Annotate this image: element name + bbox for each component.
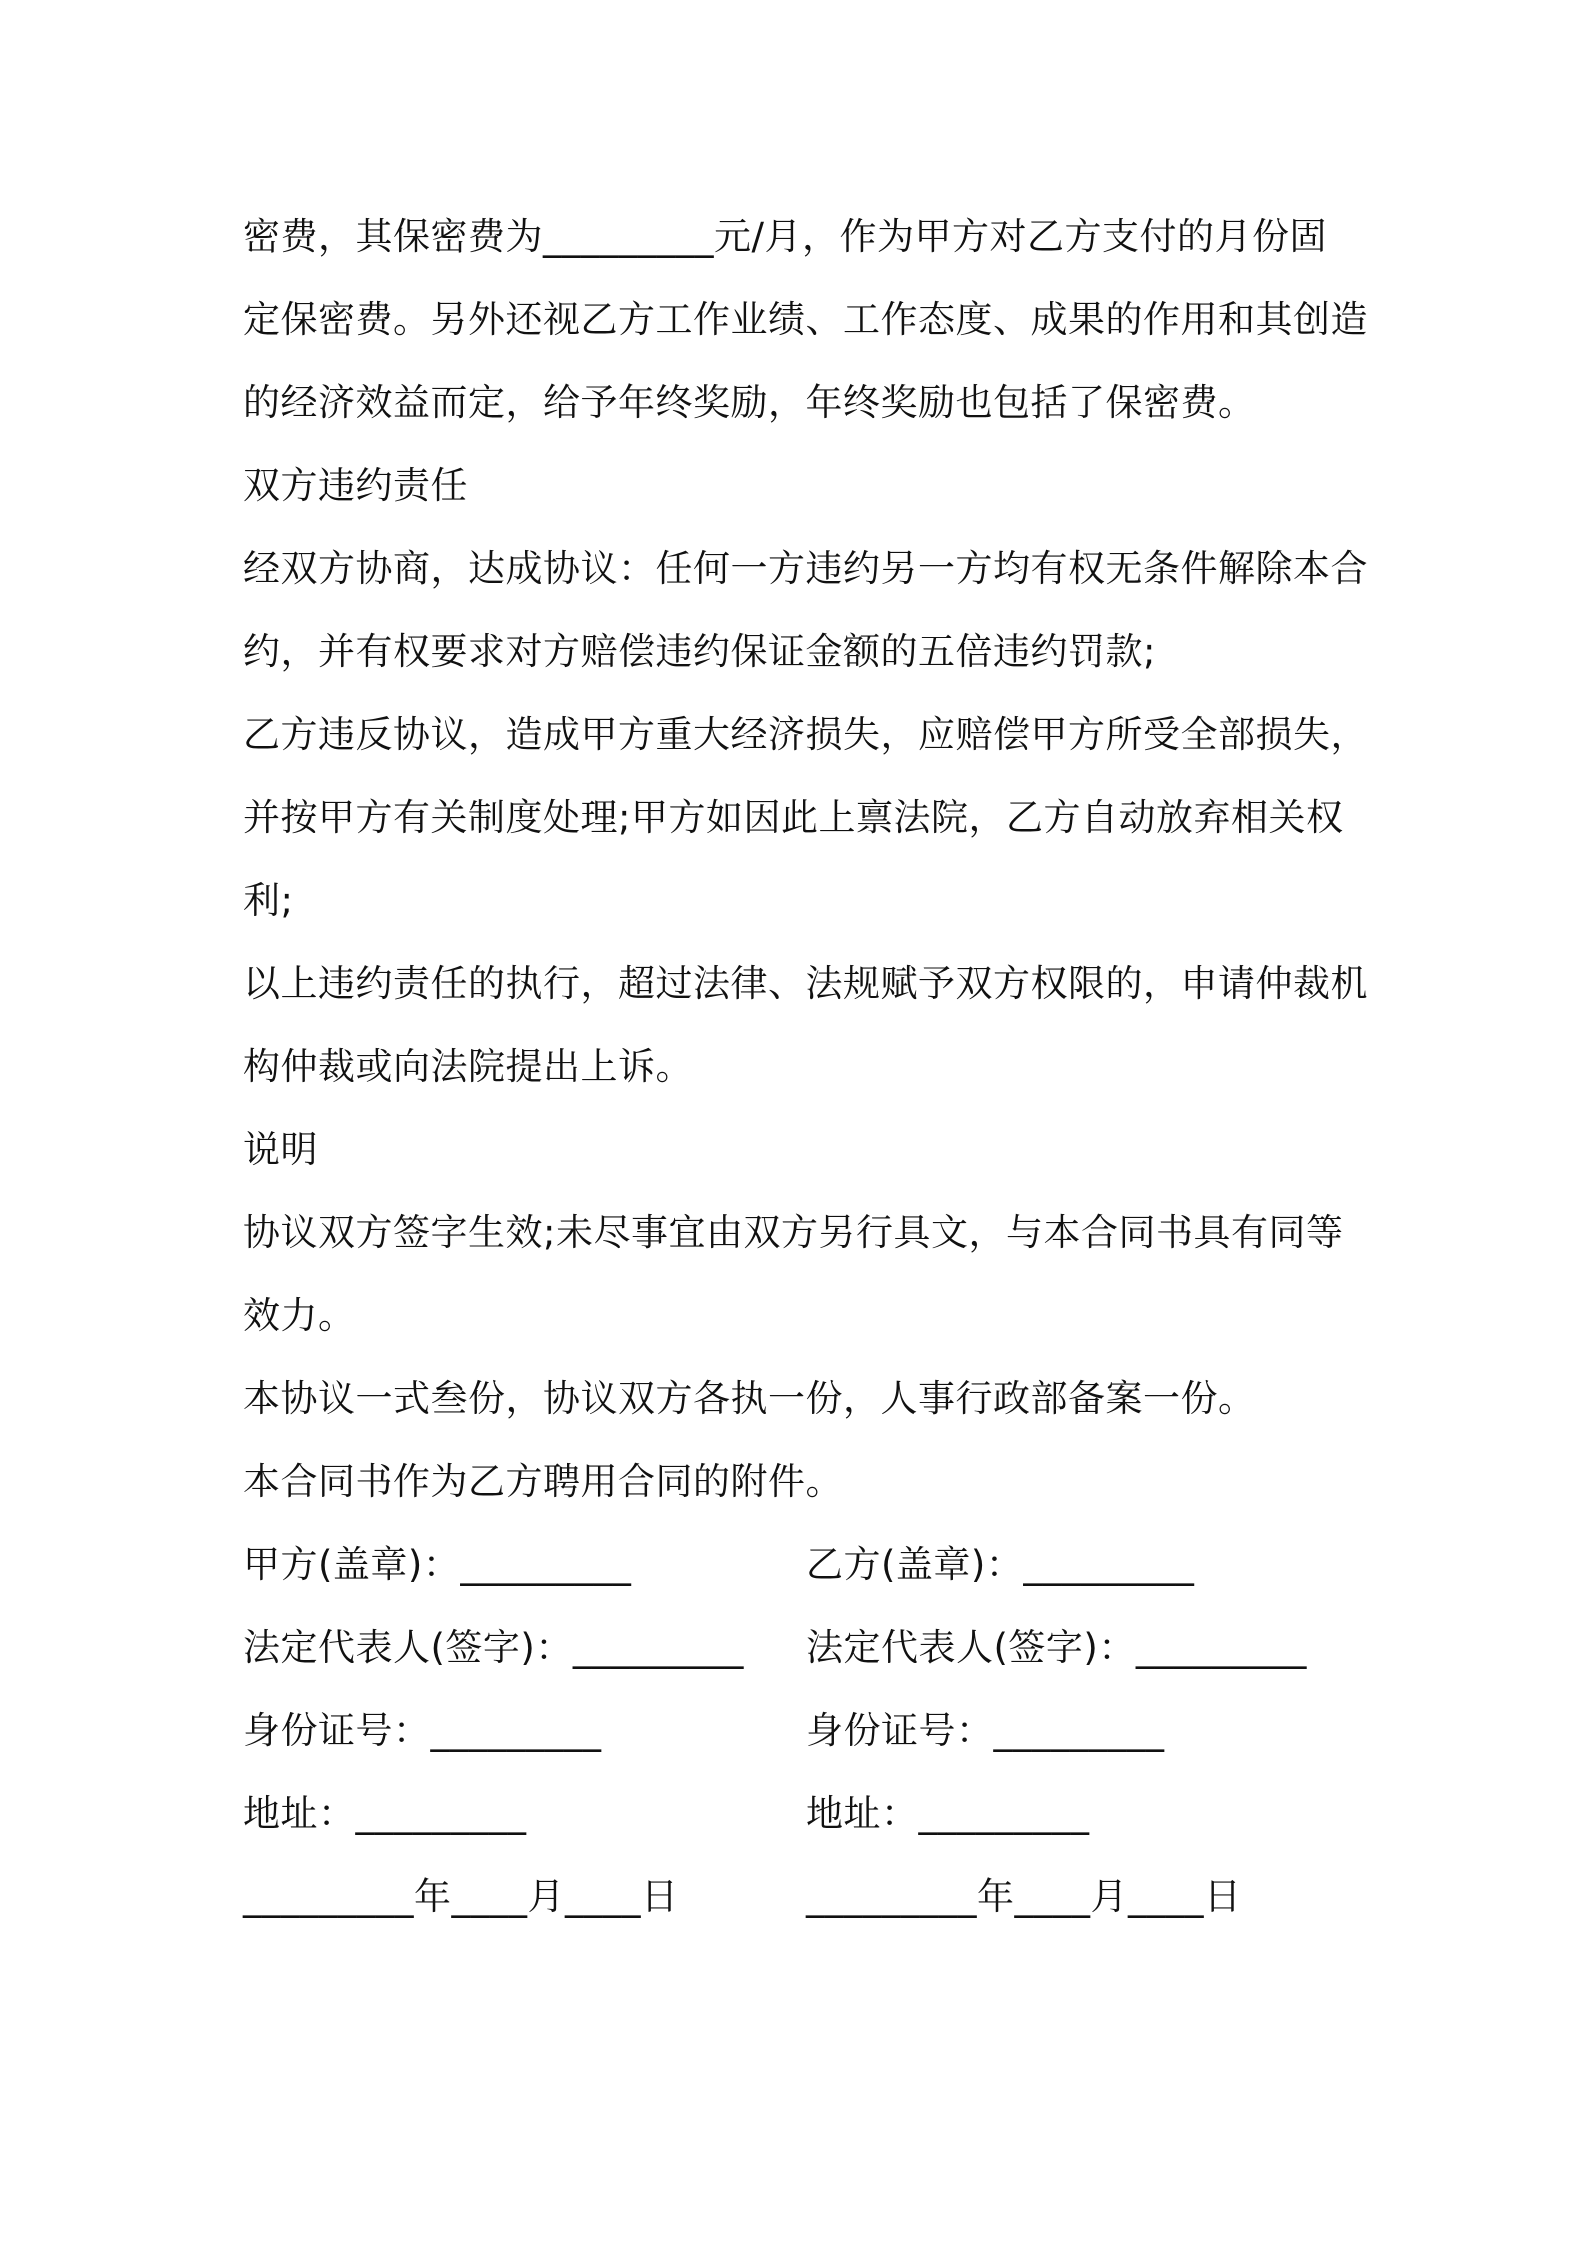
text-line: 效力。 [243, 1294, 356, 1337]
party-a-representative: 法定代表人(签字)：_________ [243, 1626, 744, 1669]
signature-row-address [243, 1772, 1363, 1855]
text-line: 构仲裁或向法院提出上诉。 [243, 1045, 693, 1088]
text-line: 约，并有权要求对方赔偿违约保证金额的五倍违约罚款; [243, 630, 1156, 673]
paragraph-confidentiality-fee [243, 195, 1368, 444]
paragraph-attachment [243, 1440, 1363, 1523]
paragraph-copies [243, 1357, 1363, 1440]
signature-row-seal [243, 1523, 1363, 1606]
paragraph-agreement [243, 527, 1368, 693]
text-line: 定保密费。另外还视乙方工作业绩、工作态度、成果的作用和其创造 [243, 298, 1368, 341]
signature-block [243, 1523, 1363, 1938]
party-b-address: 地址：_________ [806, 1792, 1090, 1835]
text-line: 协议双方签字生效;未尽事宜由双方另行具文，与本合同书具有同等 [243, 1211, 1344, 1254]
heading-text: 说明 [243, 1128, 318, 1171]
document-body [243, 195, 1368, 1938]
section-heading-notes [243, 1108, 1363, 1191]
text-line: 并按甲方有关制度处理;甲方如因此上禀法院，乙方自动放弃相关权 [243, 796, 1344, 839]
party-a-date: _________年____月____日 [243, 1875, 679, 1918]
party-a-address: 地址：_________ [243, 1792, 527, 1835]
paragraph-arbitration [243, 942, 1368, 1108]
paragraph-effective [243, 1191, 1363, 1357]
heading-text: 双方违约责任 [243, 464, 468, 507]
signature-row-date [243, 1855, 1363, 1938]
text-line: 乙方违反协议，造成甲方重大经济损失，应赔偿甲方所受全部损失， [243, 713, 1368, 756]
signature-row-representative [243, 1606, 1363, 1689]
section-heading-breach [243, 444, 1363, 527]
party-b-date: _________年____月____日 [806, 1875, 1242, 1918]
text-line: 经双方协商，达成协议：任何一方违约另一方均有权无条件解除本合 [243, 547, 1368, 590]
text-line: 本合同书作为乙方聘用合同的附件。 [243, 1460, 843, 1503]
text-line: 本协议一式叁份，协议双方各执一份，人事行政部备案一份。 [243, 1377, 1256, 1420]
party-b-seal: 乙方(盖章)：_________ [806, 1543, 1195, 1586]
text-line: 密费，其保密费为_________元/月，作为甲方对乙方支付的月份固 [243, 215, 1327, 258]
party-a-id-number: 身份证号：_________ [243, 1709, 602, 1752]
text-line: 的经济效益而定，给予年终奖励，年终奖励也包括了保密费。 [243, 381, 1256, 424]
text-line: 利; [243, 879, 294, 922]
party-b-representative: 法定代表人(签字)：_________ [806, 1626, 1307, 1669]
paragraph-party-b-breach [243, 693, 1368, 942]
party-b-id-number: 身份证号：_________ [806, 1709, 1165, 1752]
party-a-seal: 甲方(盖章)：_________ [243, 1543, 632, 1586]
text-line: 以上违约责任的执行，超过法律、法规赋予双方权限的，申请仲裁机 [243, 962, 1368, 1005]
signature-row-id [243, 1689, 1363, 1772]
